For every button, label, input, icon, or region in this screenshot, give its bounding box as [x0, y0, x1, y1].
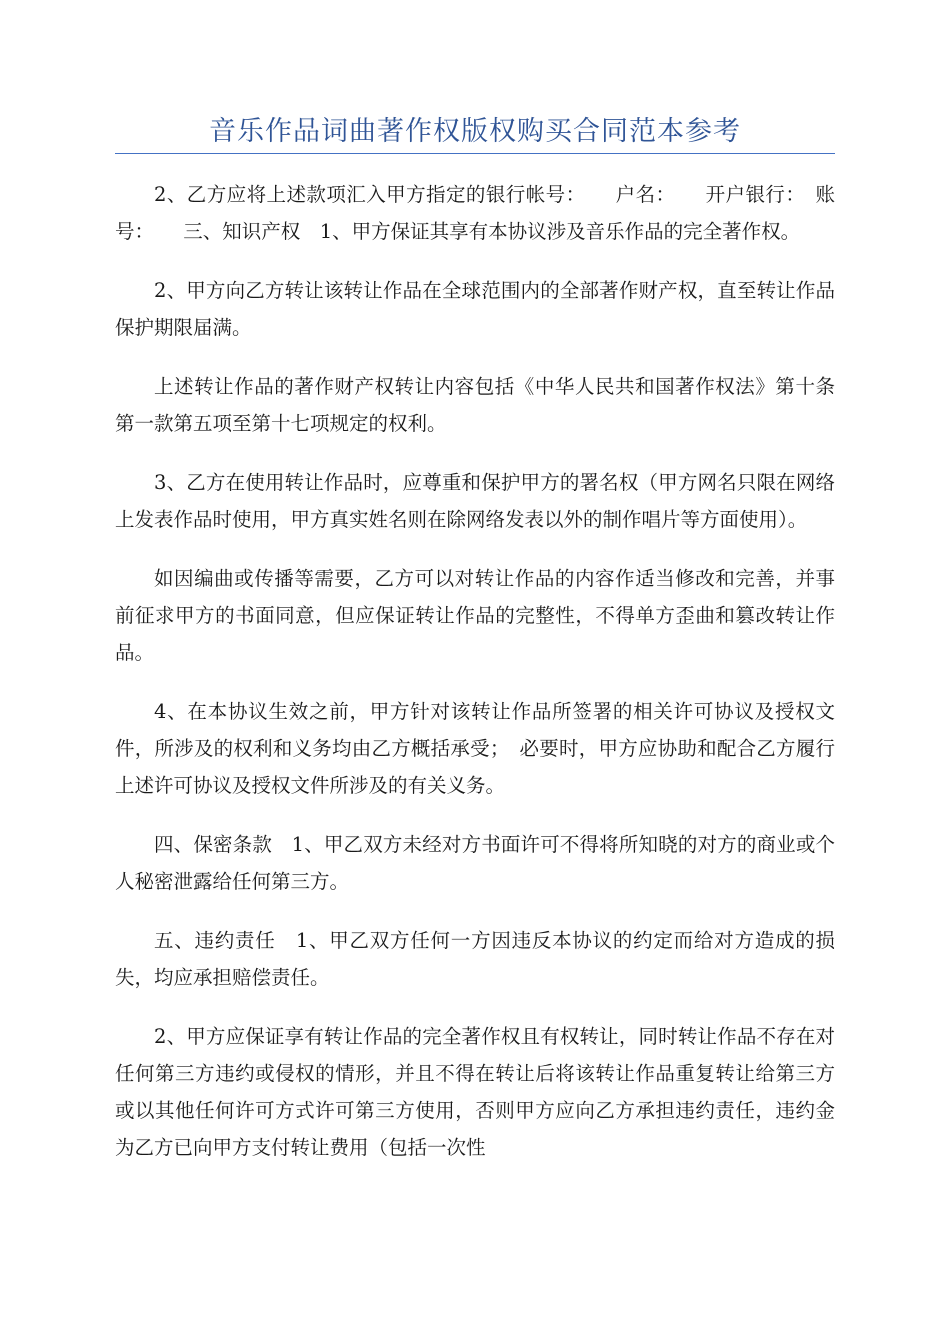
paragraph-5: 如因编曲或传播等需要，乙方可以对转让作品的内容作适当修改和完善，并事前征求甲方的书面同意，但应保证转让作品的完整性，不得单方歪曲和篡改转让作品。 — [115, 567, 835, 664]
title-underline — [115, 153, 835, 154]
paragraph-2: 2、甲方向乙方转让该转让作品在全球范围内的全部著作财产权，直至转让作品保护期限届满。 — [115, 279, 835, 339]
paragraph-9: 2、甲方应保证享有转让作品的完全著作权且有权转让，同时转让作品不存在对任何第三方违约或侵权的情形，并且不得在转让后将该转让作品重复转让给第三方或以其他任何许可方式许可第三方使用，否则甲方应向乙方承担违约责任，违约金为乙方已向甲方支付转让费用（包括一次性 — [115, 1025, 835, 1159]
paragraph-7: 四、保密条款 1、甲乙双方未经对方书面许可不得将所知晓的对方的商业或个人秘密泄露给任何第三方。 — [115, 833, 835, 893]
paragraph-4: 3、乙方在使用转让作品时，应尊重和保护甲方的署名权（甲方网名只限在网络上发表作品时使用，甲方真实姓名则在除网络发表以外的制作唱片等方面使用）。 — [115, 471, 835, 531]
paragraph-8: 五、违约责任 1、甲乙双方任何一方因违反本协议的约定而给对方造成的损失，均应承担赔偿责任。 — [115, 929, 835, 989]
paragraph-3: 上述转让作品的著作财产权转让内容包括《中华人民共和国著作权法》第十条第一款第五项至第十七项规定的权利。 — [115, 375, 835, 435]
paragraph-6: 4、在本协议生效之前，甲方针对该转让作品所签署的相关许可协议及授权文件，所涉及的权利和义务均由乙方概括承受； 必要时，甲方应协助和配合乙方履行上述许可协议及授权文件所涉及的有关义务。 — [115, 700, 835, 797]
document-title: 音乐作品词曲著作权版权购买合同范本参考 — [209, 116, 741, 147]
paragraph-1: 2、乙方应将上述款项汇入甲方指定的银行帐号： 户名： 开户银行： 账号： 三、知识产权 1、甲方保证其享有本协议涉及音乐作品的完全著作权。 — [115, 183, 835, 243]
document-body — [115, 176, 835, 1188]
